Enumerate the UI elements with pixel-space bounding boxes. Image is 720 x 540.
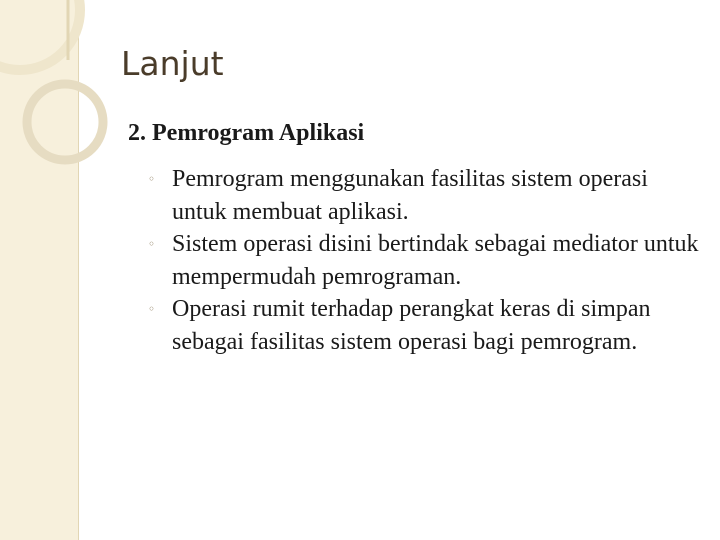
bullet-text: Pemrogram menggunakan fasilitas sistem operasi untuk membuat aplikasi. [172,166,648,225]
bullet-marker-icon: ◦ [148,302,156,316]
bullet-item [148,228,708,293]
slide-title: Lanjut [121,44,224,83]
bullet-text: Operasi rumit terhadap perangkat keras di simpan sebagai fasilitas sistem operasi bagi pemrogram. [172,296,651,355]
section-heading: 2. Pemrogram Aplikasi [128,120,365,146]
bullet-item [148,293,708,358]
bullet-marker-icon: ◦ [148,172,156,186]
bullet-marker-icon: ◦ [148,237,156,251]
bullet-list [148,163,708,358]
side-band [0,0,79,540]
bullet-text: Sistem operasi disini bertindak sebagai mediator untuk mempermudah pemrograman. [172,231,699,290]
bullet-item [148,163,708,228]
